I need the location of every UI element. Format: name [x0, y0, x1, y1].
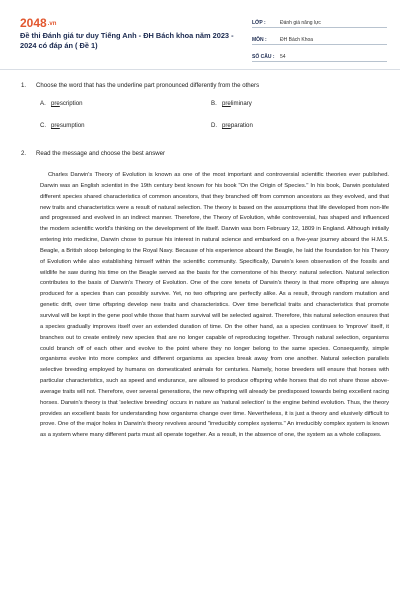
question-text: Read the message and choose the best answer [36, 150, 166, 157]
logo-suffix: .vn [47, 21, 57, 27]
meta-value: 54 [280, 54, 286, 60]
reading-passage: Charles Darwin's Theory of Evolution is known as one of the most important and controversial scientific theories ever published. Darwin was an English scientist in the 19th century best known for his book "On the Origin of Species." In his book, Darwin postulated different species shared characteristics of common ancestors, that they branched off from common ancestors as they evolved, and that new traits and characteristics were a result of natural selection. The theory is based on the assumptions that life developed from non-life and progressed and evolved in an indirect manner. Therefore, the Theory of Evolution, while controversial, has shaped and influenced the modern scientific world's thinking on the development of life itself. Darwin was born February 12, 1809 in England. Although initially entering into medicine, Darwin chose to pursue his interest in natural science and embarked on a five-year journey aboard the H.M.S. Beagle, a British sloop belonging to the Royal Navy. Because of his experience aboard the Beagle, he laid the foundation for his Theory of Evolution while also establishing himself within the scientific community. Specifically, Darwin's keen observation of the fossils and wildlife he saw during his time on the Beagle served as the basis for the cornerstone of his theory: natural selection. Natural selection contributes to the basis of Darwin's Theory of Evolution. One of the core tenets of Darwin's theory is that more offspring are always produced for a species than can possibly survive. Yet, no two offspring are perfectly alike. As a result, through random mutation and genetic drift, over time offspring develop new traits and characteristics. Over time beneficial traits and characteristics that promote survival will be kept in the gene pool while those that harm survival will be selected against. Therefore, this natural selection ensures that a species gradually improves itself over an extended duration of time. On the other hand, as a species continues to 'improve' itself, it branches out to create entirely new species that are no longer capable of reproducing together. Through natural selection, organisms could branch off of each other and evolve to the point where they no longer belong to the same species. Consequently, simple organisms evolve into more complex and different organisms as species break away from one another. Natural selection parallels selective breeding employed by humans on domesticated animals for centuries. Namely, horse breeders will ensure that horses with particular characteristics, such as speed and endurance, are allowed to produce offspring while horses that do not share those above-average traits will not. Therefore, over several generations, the new offspring will already be predisposed towards being excellent racing horses. Darwin's theory is that 'selective breeding' occurs in nature as 'natural selection' is the engine behind evolution. Thus, the theory provides an excellent basis for understanding how organisms change over time. Nevertheless, it is just a theory and elusively difficult to prove. One of the major holes in Darwin's theory revolves around "irreducibly complex systems." An irreducibly complex system is known as a system where many different parts must all operate together. As a result, in the absence of one, the system as a whole collapses. [40, 172, 389, 439]
logo-number: 2048 [20, 16, 47, 30]
header-divider [0, 69, 400, 70]
question-1 [21, 82, 259, 89]
underlined-part: pre [51, 122, 60, 129]
meta-row-count [252, 49, 387, 62]
option-letter: D. [211, 122, 218, 129]
meta-key: LỚP : [252, 20, 266, 26]
meta-row-subject [252, 32, 387, 45]
option-rest: scription [59, 100, 83, 107]
question-number: 2. [21, 150, 27, 157]
meta-row-class [252, 15, 387, 28]
option-b[interactable] [211, 100, 252, 107]
option-rest: sumption [59, 122, 85, 129]
underlined-part: pre [222, 100, 231, 107]
site-logo[interactable] [20, 16, 56, 30]
meta-key: MÔN : [252, 37, 267, 43]
option-rest: paration [230, 122, 253, 129]
option-c[interactable] [40, 122, 85, 129]
exam-title: Đề thi Đánh giá tư duy Tiếng Anh - ĐH Bách khoa năm 2023 - 2024 có đáp án ( Đề 1) [20, 31, 234, 50]
exam-meta [252, 15, 387, 66]
option-letter: C. [40, 122, 47, 129]
underlined-part: pre [51, 100, 60, 107]
question-number: 1. [21, 82, 27, 89]
option-rest: liminary [230, 100, 252, 107]
question-2 [21, 150, 165, 157]
option-letter: A. [40, 100, 46, 107]
meta-value: ĐH Bách Khoa [280, 37, 314, 43]
option-letter: B. [211, 100, 217, 107]
option-a[interactable] [40, 100, 83, 107]
page-header [0, 0, 400, 68]
option-d[interactable] [211, 122, 253, 129]
question-text: Choose the word that has the underline part pronounced differently from the others [36, 82, 260, 89]
meta-key: SỐ CÂU : [252, 54, 275, 60]
meta-value: Đánh giá năng lực [280, 20, 321, 26]
underlined-part: pre [222, 122, 231, 129]
